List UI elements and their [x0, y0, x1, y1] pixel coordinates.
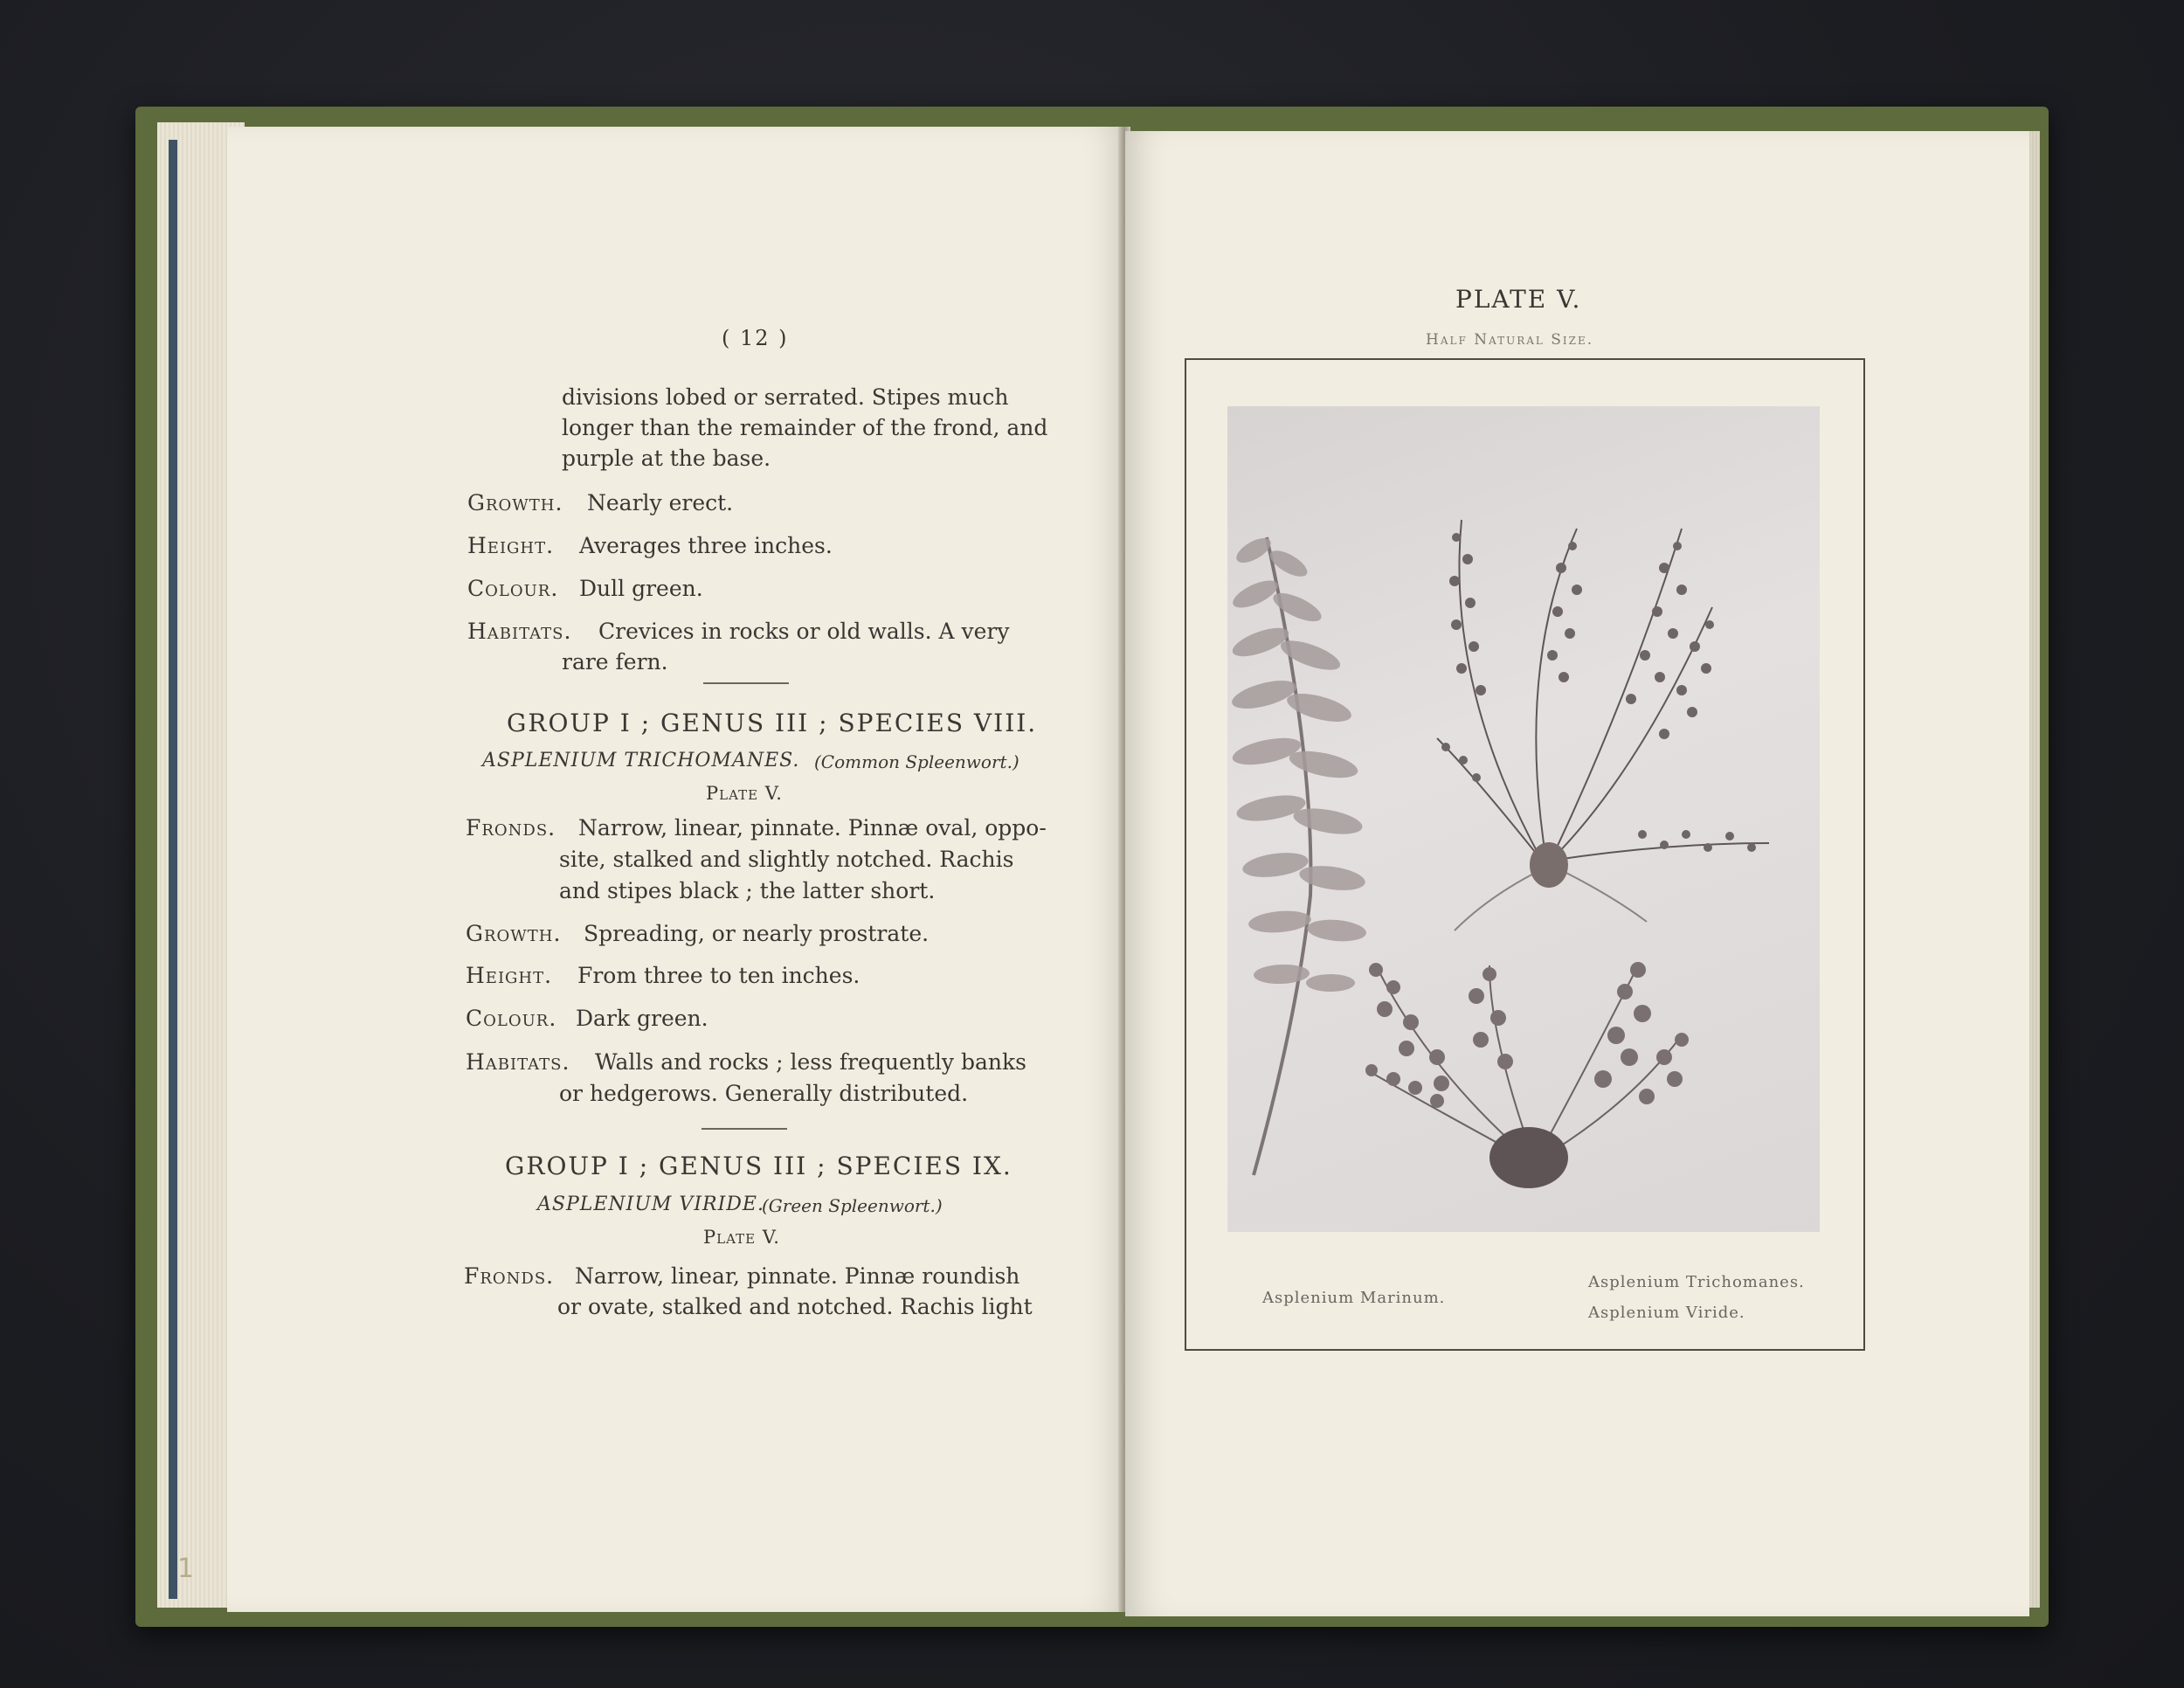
entry-term-fronds: Fronds.	[464, 1263, 555, 1289]
entry-text: and stipes black ; the latter short.	[559, 878, 936, 903]
caption-asplenium-viride: Asplenium Viride.	[1588, 1304, 1745, 1322]
intro-line: longer than the remainder of the frond, and	[562, 415, 1048, 440]
entry-text: Dark green.	[576, 1006, 708, 1031]
entry-text: rare fern.	[562, 649, 668, 675]
section-heading-ix: GROUP I ; GENUS III ; SPECIES IX.	[505, 1152, 1013, 1180]
entry-term-habitats: Habitats.	[467, 619, 572, 644]
entry-term-colour: Colour.	[466, 1006, 557, 1031]
entry-text: Averages three inches.	[579, 533, 833, 558]
entry-text: From three to ten inches.	[577, 963, 860, 988]
section-rule	[702, 1128, 787, 1130]
entry-text: Narrow, linear, pinnate. Pinnæ oval, oppo-	[578, 815, 1047, 841]
plate-ref-ix: Plate V.	[703, 1227, 780, 1248]
plate-subtitle: Half Natural Size.	[1426, 331, 1594, 349]
spine-strip	[169, 140, 177, 1599]
entry-text: Spreading, or nearly prostrate.	[584, 921, 930, 946]
entry-text: site, stalked and slightly notched. Rachis	[559, 847, 1014, 872]
entry-term-growth: Growth.	[467, 490, 563, 515]
entry-term-height: Height.	[466, 963, 553, 988]
intro-line: purple at the base.	[562, 446, 771, 471]
common-name-ix: (Green Spleenwort.)	[762, 1195, 943, 1216]
entry-term-habitats: Habitats.	[466, 1049, 570, 1075]
common-name-viii: (Common Spleenwort.)	[814, 751, 1019, 772]
latin-name-ix: ASPLENIUM VIRIDE.	[537, 1193, 764, 1215]
section-rule	[703, 682, 789, 684]
latin-name-viii: ASPLENIUM TRICHOMANES.	[482, 750, 800, 771]
plate-ref-viii: Plate V.	[706, 783, 783, 804]
entry-text: Crevices in rocks or old walls. A very	[598, 619, 1010, 644]
plate-title: PLATE V.	[1455, 285, 1582, 314]
entry-term-growth: Growth.	[466, 921, 562, 946]
caption-asplenium-marinum: Asplenium Marinum.	[1262, 1289, 1446, 1307]
fern-photograph	[1227, 406, 1820, 1232]
asplenium-trichomanes-fronds	[1437, 520, 1769, 930]
fern-specimens-illustration	[1227, 406, 1820, 1232]
entry-text: Narrow, linear, pinnate. Pinnæ roundish	[575, 1263, 1020, 1289]
entry-text: or ovate, stalked and notched. Rachis light	[557, 1294, 1033, 1319]
entry-term-colour: Colour.	[467, 576, 559, 601]
caption-asplenium-trichomanes: Asplenium Trichomanes.	[1588, 1273, 1805, 1291]
trichomanes-root	[1530, 842, 1568, 888]
entry-text: Walls and rocks ; less frequently banks	[595, 1049, 1026, 1075]
section-heading-viii: GROUP I ; GENUS III ; SPECIES VIII.	[507, 709, 1038, 737]
entry-term-fronds: Fronds.	[466, 815, 556, 841]
intro-line: divisions lobed or serrated. Stipes much	[562, 384, 1009, 410]
entry-text: Dull green.	[579, 576, 703, 601]
asplenium-marinum-frond	[1229, 533, 1367, 1175]
margin-mark: 1	[177, 1553, 195, 1584]
viride-pinnae	[1365, 962, 1689, 1108]
entry-text: Nearly erect.	[587, 490, 734, 515]
entry-term-height: Height.	[467, 533, 555, 558]
page-number: ( 12 )	[722, 326, 789, 350]
entry-text: or hedgerows. Generally distributed.	[559, 1081, 969, 1106]
viride-root	[1489, 1127, 1568, 1188]
